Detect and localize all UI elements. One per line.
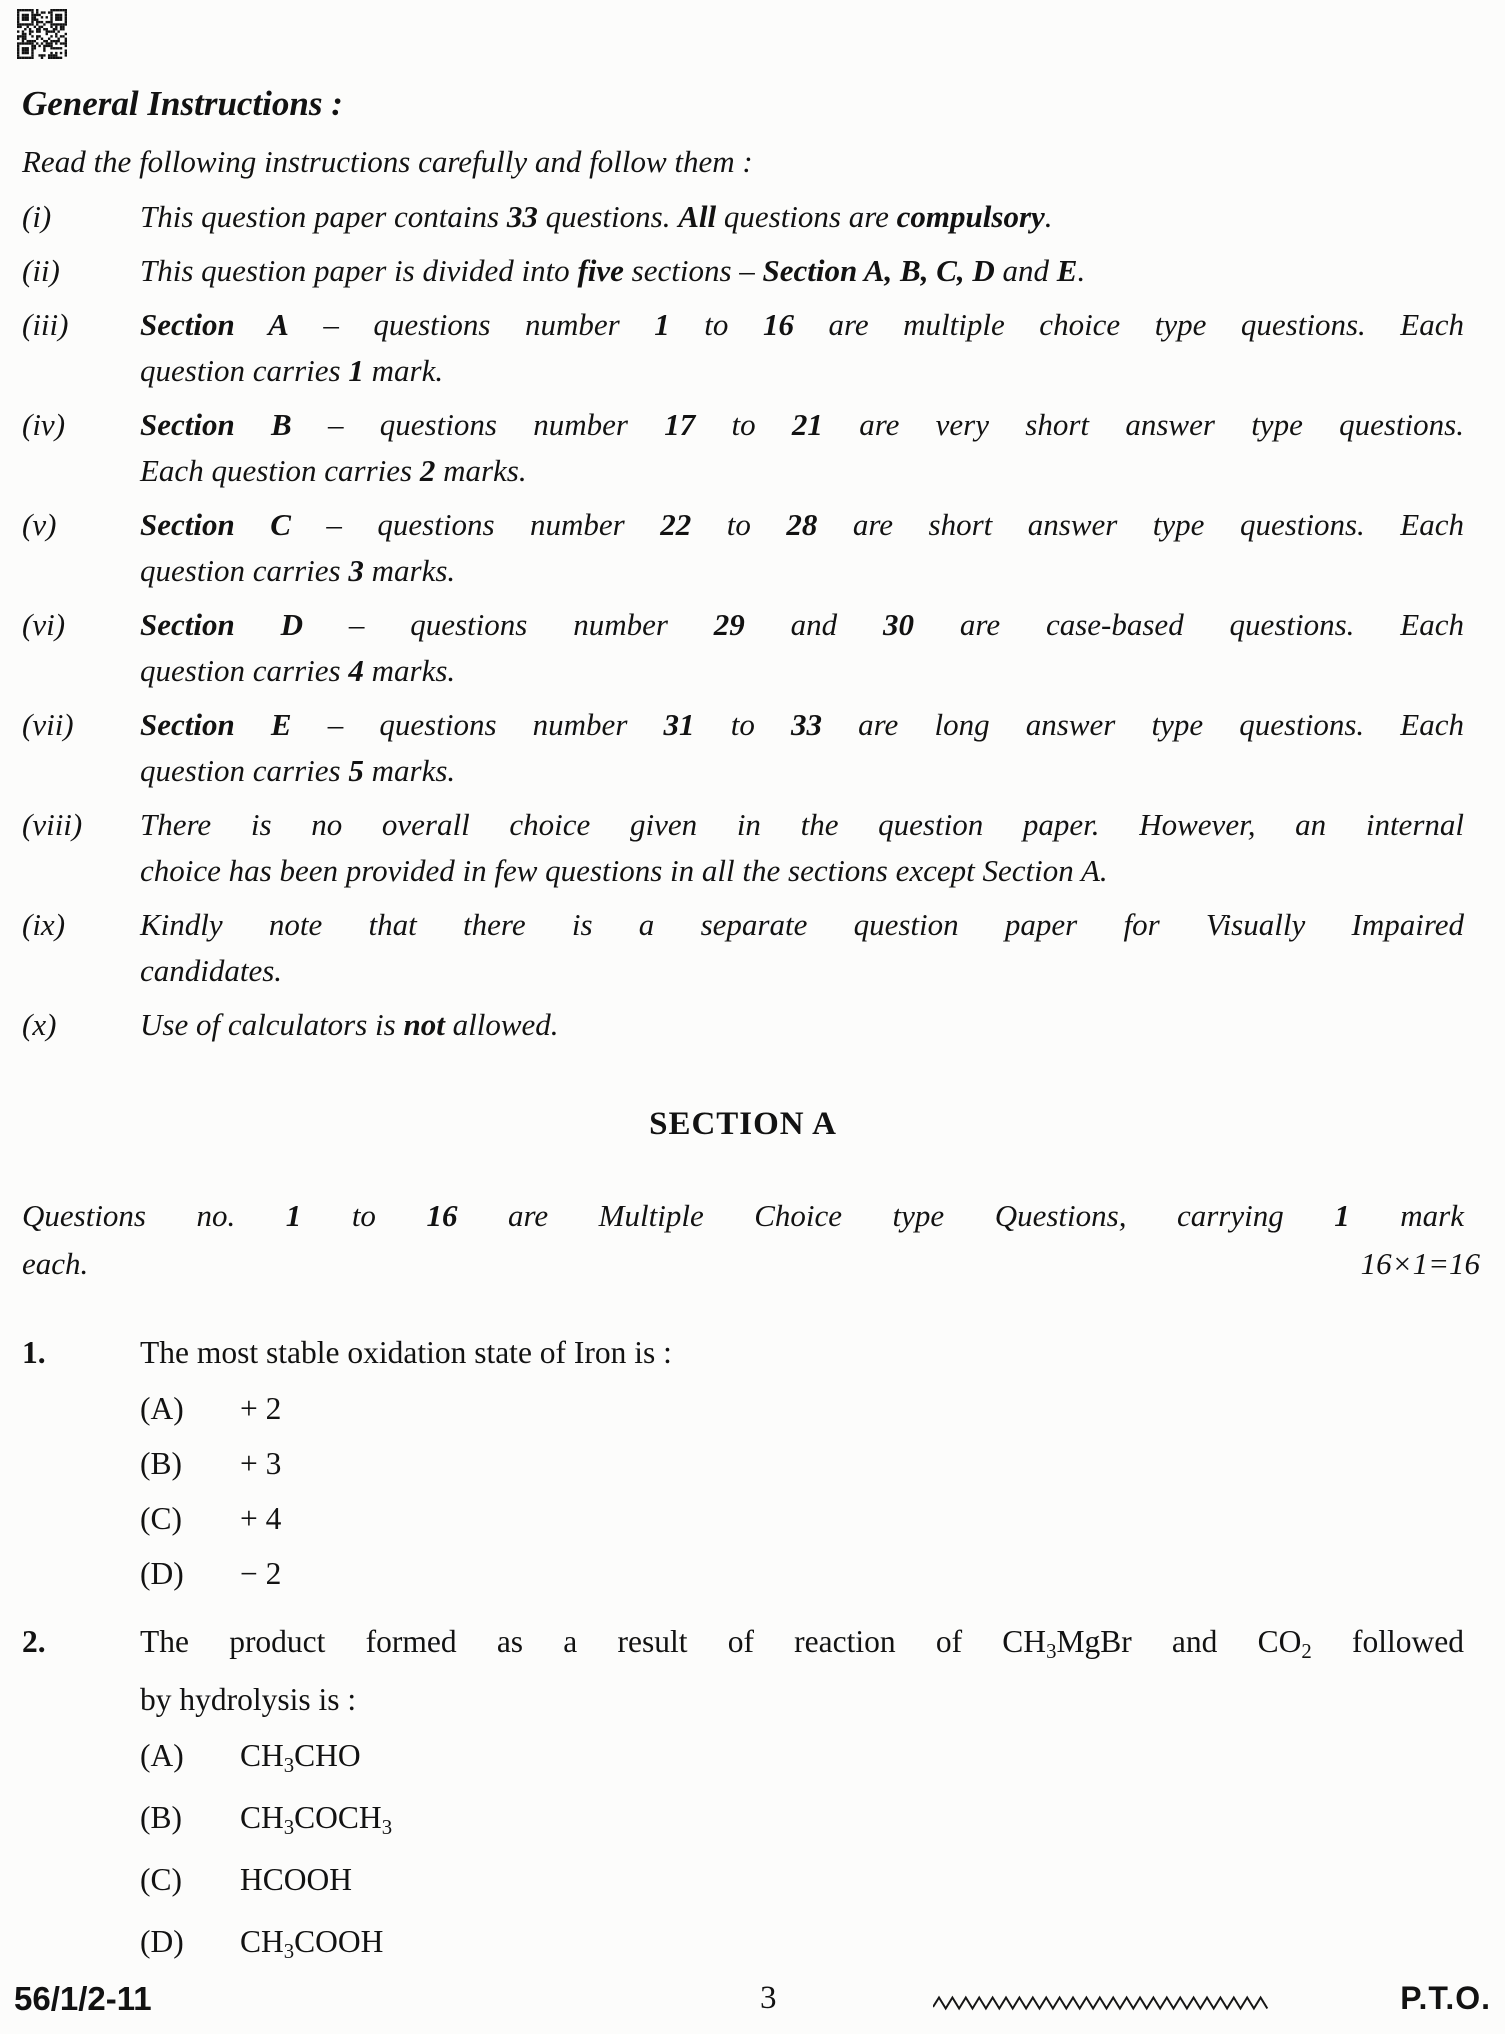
instruction-item [22, 194, 1464, 240]
section-a-intro-text [22, 1192, 1464, 1288]
option-row [140, 1924, 1464, 1964]
option-row [140, 1863, 1464, 1897]
page-footer [0, 1980, 1505, 2034]
instruction-item [22, 502, 1464, 594]
text-line: Each question carries 2 marks. [140, 453, 527, 488]
instruction-item [22, 602, 1464, 694]
option-row [140, 1738, 1464, 1778]
option-label: (B) [140, 1446, 182, 1481]
option-row [140, 1392, 1464, 1426]
option-label: (D) [140, 1556, 184, 1591]
text-line: Kindly note that there is a separate question paper for Visually Impaired [140, 907, 1464, 942]
option-value: $CH_3COOH$ [240, 1924, 384, 1964]
text-line: question carries 3 marks. [140, 553, 456, 588]
text-line: This question paper is divided into five sections – Section A, B, C, D and E. [140, 253, 1086, 288]
option-row [140, 1502, 1464, 1536]
instruction-text [140, 248, 1464, 294]
question-text [140, 1324, 1464, 1382]
text-line: candidates. [140, 953, 283, 988]
text-line: Use of calculators is not allowed. [140, 1007, 559, 1042]
option-value: HCOOH [240, 1862, 353, 1897]
text-line: Section E – questions number 31 to 33 are long answer type questions. Each [140, 707, 1464, 742]
instruction-text [140, 194, 1464, 240]
section-a-intro [22, 1192, 1480, 1288]
instruction-number: (i) [22, 199, 52, 234]
text-line: There is no overall choice given in the question paper. However, an internal [140, 807, 1464, 842]
option-row [140, 1800, 1464, 1840]
instruction-item [22, 402, 1464, 494]
section-a-marks: 16×1=16 [1360, 1246, 1480, 1281]
question-number: 1. [22, 1335, 46, 1370]
text-line: The most stable oxidation state of Iron is : [140, 1335, 672, 1370]
page-number: 3 [760, 1980, 777, 2016]
instruction-item [22, 802, 1464, 894]
option-label: (C) [140, 1862, 182, 1897]
question [22, 1613, 1464, 1964]
instruction-number: (iii) [22, 307, 69, 342]
text-line: each. [22, 1246, 89, 1281]
text-line: by hydrolysis is : [140, 1682, 357, 1717]
instruction-text [140, 402, 1464, 494]
text-line: question carries 5 marks. [140, 753, 456, 788]
instruction-number: (x) [22, 1007, 57, 1042]
options-list [140, 1392, 1464, 1591]
instruction-number: (ix) [22, 907, 66, 942]
instructions-list [22, 194, 1464, 1048]
text-line: Section A – questions number 1 to 16 are multiple choice type questions. Each [140, 307, 1464, 342]
text-line: Section C – questions number 22 to 28 are short answer type questions. Each [140, 507, 1464, 542]
instruction-text [140, 602, 1464, 694]
option-label: (A) [140, 1738, 184, 1773]
option-value: − 2 [240, 1556, 282, 1591]
question-number: 2. [22, 1624, 46, 1659]
option-value: $CH_3COCH_3$ [240, 1800, 393, 1840]
option-value: $CH_3CHO$ [240, 1738, 361, 1778]
text-line: question carries 4 marks. [140, 653, 456, 688]
instruction-text [140, 1002, 1464, 1048]
option-label: (A) [140, 1391, 184, 1426]
text-line: question carries 1 mark. [140, 353, 444, 388]
instruction-item [22, 248, 1464, 294]
text-line: This question paper contains 33 questions. All questions are compulsory. [140, 199, 1053, 234]
instruction-number: (ii) [22, 253, 60, 288]
instruction-text [140, 502, 1464, 594]
page-content [22, 84, 1480, 1987]
question [22, 1324, 1464, 1591]
option-row [140, 1557, 1464, 1591]
instruction-number: (vii) [22, 707, 74, 742]
option-value: + 2 [240, 1391, 282, 1426]
instruction-number: (v) [22, 507, 57, 542]
text-line: Section D – questions number 29 and 30 are case-based questions. Each [140, 607, 1464, 642]
text-line: The product formed as a result of reaction of $CH_3MgBr$ and $CO_2$ followed [140, 1624, 1464, 1664]
instruction-number: (iv) [22, 407, 66, 442]
options-list [140, 1738, 1464, 1964]
general-instructions-intro: Read the following instructions carefully and follow them : [22, 144, 753, 179]
option-label: (D) [140, 1924, 184, 1959]
instruction-text [140, 802, 1464, 894]
pto-label: P.T.O. [1400, 1980, 1491, 2016]
section-a-heading: SECTION A [649, 1106, 837, 1142]
option-value: + 3 [240, 1446, 282, 1481]
instruction-item [22, 302, 1464, 394]
instruction-number: (viii) [22, 807, 83, 842]
text-line: Section B – questions number 17 to 21 are very short answer type questions. [140, 407, 1464, 442]
question-text [140, 1613, 1464, 1729]
option-row [140, 1447, 1464, 1481]
instruction-text [140, 702, 1464, 794]
option-value: + 4 [240, 1501, 282, 1536]
option-label: (B) [140, 1800, 182, 1835]
instruction-text [140, 302, 1464, 394]
text-line: choice has been provided in few questions in all the sections except Section A. [140, 853, 1108, 888]
instruction-item [22, 702, 1464, 794]
option-label: (C) [140, 1501, 182, 1536]
general-instructions-title: General Instructions : [22, 84, 343, 123]
questions-list [22, 1324, 1464, 1964]
instruction-text [140, 902, 1464, 994]
instruction-item [22, 902, 1464, 994]
text-line: Questions no. 1 to 16 are Multiple Choice type Questions, carrying 1 mark [22, 1198, 1464, 1233]
qr-code [17, 8, 67, 60]
paper-code: 56/1/2-11 [14, 1980, 152, 2017]
squiggle-line [933, 1994, 1273, 2012]
instruction-item [22, 1002, 1464, 1048]
instruction-number: (vi) [22, 607, 66, 642]
